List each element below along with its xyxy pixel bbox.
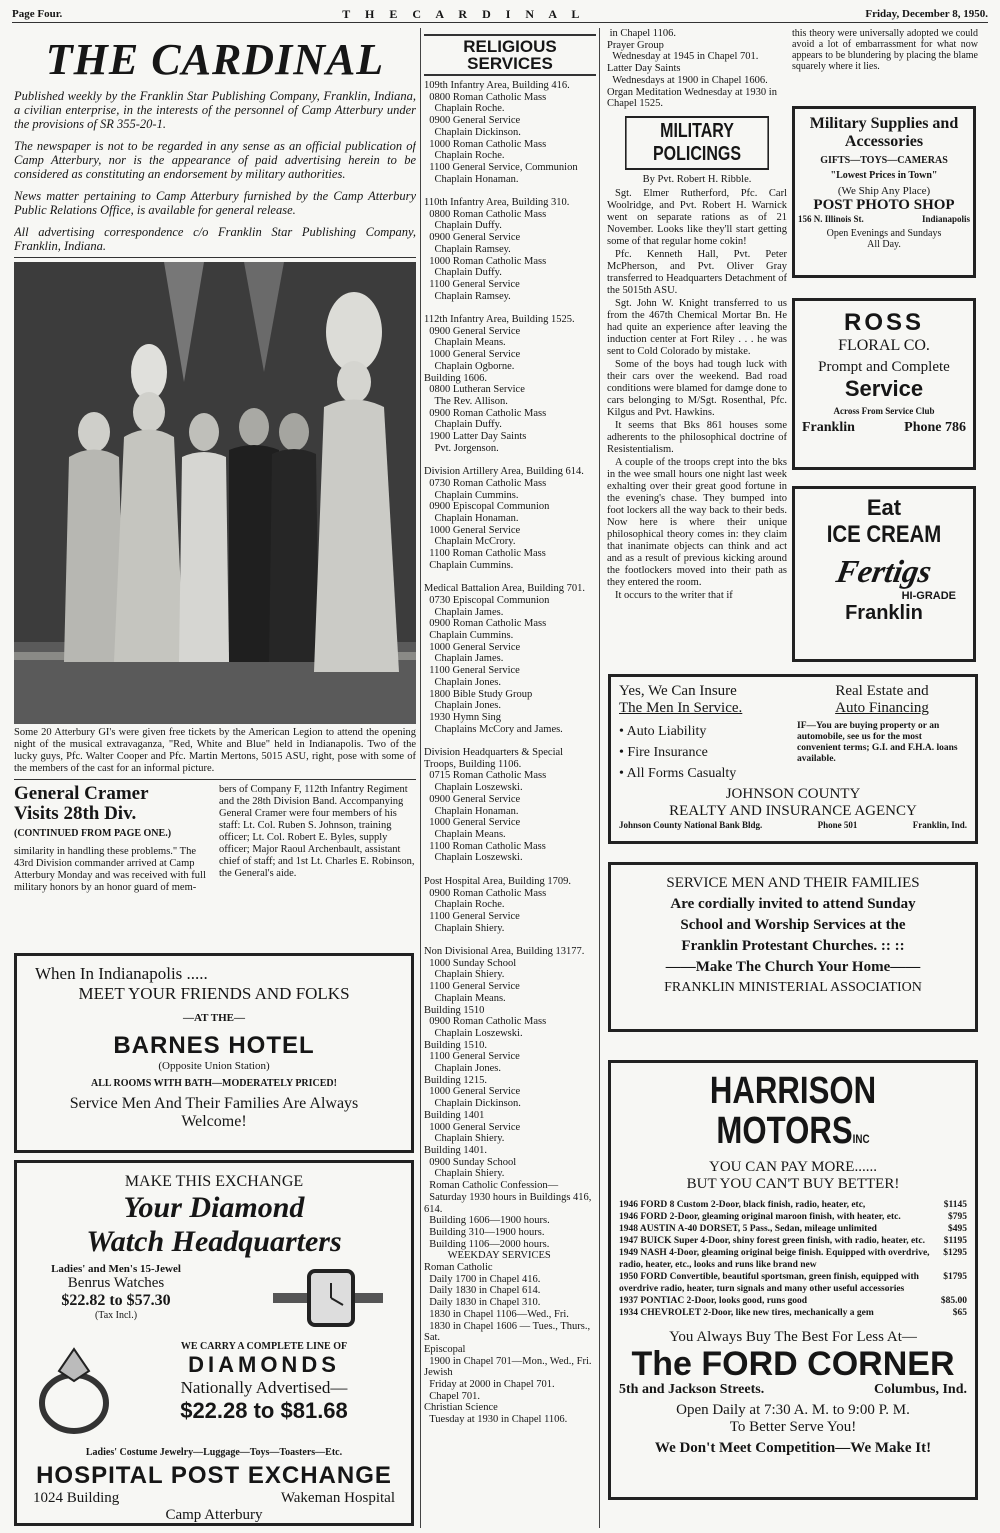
harrison-better: To Better Serve You!: [729, 1419, 857, 1435]
military-policings-title: MILITARY POLICINGS: [625, 116, 769, 170]
exchange-line-11: $22.28 to $81.68: [180, 1398, 348, 1423]
barnes-hotel-name: BARNES HOTEL: [113, 1032, 315, 1059]
photo-shop-name: POST PHOTO SHOP: [813, 197, 955, 213]
masthead-para-4: All advertising correspondence c/o Franklin Star Publishing Company, Franklin, Indiana.: [14, 225, 416, 253]
photo-line-3: GIFTS—TOYS—CAMERAS: [820, 155, 948, 166]
min-line-2: Are cordially invited to attend Sunday: [670, 896, 916, 912]
ross-line-3: Prompt and Complete: [818, 359, 950, 375]
cramer-text-right: bers of Company F, 112th Infantry Regiment and the 28th Division Band. Accompanying General Cramer were four members of his staff: Lt. Col. Ruben S. Johnson, training officer; Lt. Col. Robert E. Byles, supply officer; Major Raoul Archenbault, assistant chief of staff; and 1st Lt. Charles E. Robinson, the General's aide.: [219, 784, 415, 879]
photo-illustration: [14, 262, 416, 724]
ins-footer-3c: Franklin, Ind.: [912, 820, 967, 830]
photo-line-5: (We Ship Any Place): [837, 185, 931, 197]
photo-line-9: All Day.: [867, 239, 901, 250]
johnson-county-insurance-ad: [608, 674, 978, 844]
exchange-line-8: WE CARRY A COMPLETE LINE OF: [180, 1341, 348, 1352]
exchange-line-7: (Tax Incl.): [94, 1310, 138, 1321]
ins-footer-3b: Phone 501: [817, 820, 858, 830]
exchange-line-16: Camp Atterbury: [165, 1507, 263, 1523]
continued-note: (CONTINUED FROM PAGE ONE.): [14, 828, 172, 839]
military-para: Pfc. Kenneth Hall, Pvt. Peter McPherson, and Pvt. Oliver Gray transferred to Headquarters Detachment of the 5015th ASU.: [607, 248, 787, 296]
harrison-city: Columbus, Ind.: [874, 1382, 967, 1397]
barnes-line-3: —AT THE—: [182, 1012, 246, 1024]
harrison-motors-ad: [608, 1060, 978, 1500]
car-row: 1950 FORD Convertible, beautiful sportsman, green finish, equipped with overdrive radio, heater, turn signals and many other useful accessories $1795: [619, 1272, 967, 1294]
ross-line-4: Service: [844, 376, 924, 401]
masthead-para-1: Published weekly by the Franklin Star Publishing Company, Franklin, Indiana, a civilian enterprise, in the interests of the personnel of Camp Atterbury under the provisions of SR 355-20-1.: [14, 89, 416, 131]
page-header: [12, 6, 988, 23]
military-para: A couple of the troops crept into the bks in the wee small hours one night last week exhalting over their great good fortune in the evening's chase. They bumped into foot lockers all the way back to their beds. Now here is where their unique philosophical theory comes in: they claim that inanimate objects can think and act and as a result of previous kicking around the footlockers moved into their path as they entered the room.: [607, 456, 787, 588]
icecream-line-1: Eat: [866, 495, 902, 520]
hospital-exchange-ad: [14, 1160, 414, 1526]
barnes-line-5: (Opposite Union Station): [158, 1060, 270, 1072]
exchange-line-6: $22.82 to $57.30: [61, 1292, 171, 1309]
right-ad-column: [792, 28, 978, 668]
harrison-slogan-1: YOU CAN PAY MORE......: [709, 1159, 877, 1175]
ins-item: • All Forms Casualty: [619, 766, 737, 781]
watch-icon: [273, 1259, 383, 1339]
ross-line-5: Across From Service Club: [833, 406, 935, 416]
ins-footer-1: JOHNSON COUNTY: [725, 786, 861, 802]
cramer-headline-1: General Cramer: [14, 783, 149, 804]
left-column: [14, 28, 416, 1528]
exchange-line-15: Wakeman Hospital: [280, 1490, 395, 1506]
cramer-text-left: similarity in handling these problems." The 43rd Division commander arrived at Camp Atterbury Monday and was received with full military honors by an honor guard of mem-: [14, 846, 206, 893]
fertigs-ice-cream-ad: [792, 486, 976, 662]
barnes-line-6: ALL ROOMS WITH BATH—MODERATELY PRICED!: [91, 1078, 337, 1089]
photo-line-1: Military Supplies and: [809, 115, 959, 132]
religious-services-column: [420, 28, 600, 1528]
ins-line-1: Yes, We Can Insure: [619, 683, 737, 699]
paper-title: T H E C A R D I N A L: [342, 6, 586, 21]
military-para: Sgt. Elmer Rutherford, Pfc. Carl Woolridge, and Pvt. Robert H. Warnick went on separate rations as of 21 November. Looks like they'll start getting some of that regular home cokin!: [607, 187, 787, 247]
car-row: 1946 FORD 2-Door, gleaming original maroon finish, with heater, etc. $795: [619, 1212, 967, 1222]
harrison-title: HARRISON MOTORSINC: [709, 1070, 877, 1152]
ins-right-3: IF—You are buying property or an automobile, see us for the most convenient terms; G.I. and F.H.A. loans available.: [797, 721, 958, 764]
military-para: It seems that Bks 861 houses some adherents to the philosophical doctrine of Resistentialism.: [607, 419, 787, 455]
exchange-diamonds: DIAMONDS: [188, 1352, 340, 1377]
masthead-para-3: News matter pertaining to Camp Atterbury furnished by the Camp Atterbury Public Relations Office, is available for general release.: [14, 189, 416, 217]
religious-services-listing: 109th Infantry Area, Building 416. 0800 Roman Catholic Mass Chaplain Roche. 0900 General Service Chaplain Dickinson. 1000 Roman Catholic Mass Chaplain Roche. 1100 General Service, Communion Chaplain Honaman. 110th Infantry Area, Building 310. 0800 Roman Catholic Mass Chaplain Duffy. 0900 General Service Chaplain Ramsey. 1000 Roman Catholic Mass Chaplain Duffy. 1100 General Service Chaplain Ramsey. 112th Infantry Area, Building 1525. 0900 General Service Chaplain Means. 1000 General Service Chaplain Ogborne. Building 1606. 0800 Lutheran Service The Rev. Allison. 0900 Roman Catholic Mass Chaplain Duffy. 1900 Latter Day Saints Pvt. Jorgenson. Division Artillery Area, Building 614. 0730 Roman Catholic Mass Chaplain Cummins. 0900 Episcopal Communion Chaplain Honaman. 1000 General Service Chaplain McCrory. 1100 Roman Catholic Mass Chaplain Cummins. Medical Battalion Area, Building 701. 0730 Episcopal Communion Chaplain James. 0900 Roman Catholic Mass Chaplain Cummins. 1000 General Service Chaplain James. 1100 General Service Chaplain Jones. 1800 Bible Study Group Chaplain Jones. 1930 Hymn Sing Chaplains McCory and James. Division Headquarters & Special Troops, Building 1106. 0715 Roman Catholic Mass Chaplain Loszewski. 0900 General Service Chaplain Honaman. 1000 General Service Chaplain Means. 1100 Roman Catholic Mass Chaplain Loszewski. Post Hospital Area, Building 1709. 0900 Roman Catholic Mass Chaplain Roche. 1100 General Service Chaplain Shiery. Non Divisional Area, Building 13177. 1000 Sunday School Chaplain Shiery. 1100 General Service Chaplain Means. Building 1510 0900 Roman Catholic Mass Chaplain Loszewski. Building 1510. 1100 General Service Chaplain Jones. Building 1215. 1000 General Service Chaplain Dickinson. Building 1401 1000 General Service Chaplain Shiery. Building 1401. 0900 Sunday School Chaplain Shiery. Roman Catholic Confession— Saturday 1930 hours in Buildings 416, 614. Building 1606—1900 hours. Building 310—1900 hours. Building 1106—2000 hours. WEEKDAY SERVICES Roman Catholic Daily 1700 in Chapel 416. Daily 1830 in Chapel 614. Daily 1830 in Chapel 310. 1830 in Chapel 1106—Wed., Fri. 1830 in Chapel 1606 — Tues., Thurs., Sat. Episcopal 1900 in Chapel 701—Mon., Wed., Fri. Jewish Friday at 2000 in Chapel 701. Chapel 701. Christian Science Tuesday at 1930 in Chapel 1106.: [424, 80, 592, 1426]
exchange-line-12: Ladies' Costume Jewelry—Luggage—Toys—Toasters—Etc.: [85, 1447, 343, 1458]
barnes-line-1: When In Indianapolis .....: [35, 964, 208, 983]
car-row: 1946 FORD 8 Custom 2-Door, black finish, radio, heater, etc, $1145: [619, 1200, 967, 1210]
barnes-hotel-ad: [14, 953, 414, 1153]
icecream-line-5: Franklin: [845, 602, 923, 624]
divider: [14, 257, 416, 258]
diamond-ring-icon: [29, 1341, 119, 1441]
ross-floral-ad: [792, 298, 976, 470]
min-line-3: School and Worship Services at the: [680, 917, 906, 933]
religious-services-title: RELIGIOUS SERVICES: [424, 34, 596, 76]
photo-line-7a: 156 N. Illinois St.: [798, 214, 864, 224]
barnes-line-2: MEET YOUR FRIENDS AND FOLKS: [78, 984, 350, 1003]
exchange-line-5: Benrus Watches: [67, 1275, 165, 1291]
exchange-store-name: HOSPITAL POST EXCHANGE: [36, 1462, 392, 1489]
icecream-line-2: ICE CREAM: [826, 521, 942, 548]
photo-caption: Some 20 Atterbury GI's were given free tickets by the American Legion to attend the opening night of the musical extravaganza, "Red, White and Blue" held in Indianapolis. Two of the lucky guys, Pfc. Walter Cooper and Pfc. Martin Mertons, 5015 ASU, right, pose with some of the members of the cast for an informal picture.: [14, 727, 416, 774]
ins-right-2: Auto Financing: [835, 700, 929, 716]
harrison-hours: Open Daily at 7:30 A. M. to 9:00 P. M.: [676, 1402, 910, 1418]
exchange-line-3: Watch Headquarters: [86, 1225, 342, 1258]
issue-date: Friday, December 8, 1950.: [865, 8, 988, 20]
min-line-4: Franklin Protestant Churches. :: ::: [681, 938, 905, 954]
exchange-line-4: Ladies' and Men's 15-Jewel: [51, 1263, 181, 1275]
harrison-address: 5th and Jackson Streets.: [619, 1382, 765, 1397]
car-row: 1947 BUICK Super 4-Door, shiny forest green finish, with radio, heater, etc. $1195: [619, 1236, 967, 1246]
ins-footer-3a: Johnson County National Bank Bldg.: [619, 820, 763, 830]
exchange-line-2: Your Diamond: [123, 1191, 305, 1224]
ins-footer-2: REALTY AND INSURANCE AGENCY: [669, 803, 917, 819]
harrison-slogan-2: BUT YOU CAN'T BUY BETTER!: [686, 1176, 900, 1192]
icecream-line-4: HI-GRADE: [901, 590, 956, 602]
military-para: It occurs to the writer that if: [615, 589, 733, 601]
ross-line-2: FLORAL CO.: [838, 337, 930, 354]
exchange-line-14: 1024 Building: [33, 1490, 120, 1506]
barnes-line-8: Welcome!: [181, 1113, 247, 1130]
ford-corner-title: The FORD CORNER: [631, 1345, 955, 1383]
military-continued: this theory were universally adopted we could avoid a lot of embarrassment for what now appears to be blundering by placing the blame squarely where it lies.: [792, 28, 978, 72]
exchange-line-10: Nationally Advertised—: [180, 1378, 348, 1397]
post-photo-shop-ad: [792, 106, 976, 278]
ins-item: • Auto Liability: [619, 724, 707, 739]
harrison-meet: We Don't Meet Competition—We Make It!: [654, 1440, 932, 1456]
cramer-article: [14, 784, 416, 894]
military-policings-column: [604, 28, 790, 668]
car-row: 1948 AUSTIN A-40 DORSET, 5 Pass., Sedan, mileage unlimited $495: [619, 1224, 967, 1234]
masthead-title: THE CARDINAL: [45, 35, 385, 84]
divider: [14, 779, 416, 780]
photo-line-8: Open Evenings and Sundays: [826, 228, 942, 239]
ross-line-1: ROSS: [843, 309, 924, 336]
ross-line-6b: Phone 786: [904, 420, 966, 435]
masthead-para-2: The newspaper is not to be regarded in any sense as an official publication of Camp Atterbury, nor is the appearance of paid advertising herein to be considered as constituting an endorsement by military authorities.: [14, 139, 416, 181]
ross-line-6a: Franklin: [802, 420, 855, 435]
harrison-best: You Always Buy The Best For Less At—: [669, 1329, 917, 1345]
icecream-brand: Fertigs: [833, 553, 935, 589]
military-policings-body: [607, 188, 787, 602]
min-line-6: FRANKLIN MINISTERIAL ASSOCIATION: [664, 980, 922, 995]
car-row: 1949 NASH 4-Door, gleaming original beige finish. Equipped with overdrive, radio, heater, etc., looks and runs like brand new $1295: [619, 1248, 967, 1270]
min-line-5: ——Make The Church Your Home——: [665, 959, 921, 975]
ministerial-association-ad: [608, 862, 978, 1032]
cast-photo: [14, 262, 416, 724]
photo-line-2: Accessories: [844, 133, 924, 150]
military-para: Sgt. John W. Knight transferred to us from the 467th Chemical Mortar Bn. He had quite an experience after leaving the induction center at Fort Riley . . . he was sent to Cold Colorado by mistake.: [607, 297, 787, 357]
cramer-headline-2: Visits 28th Div.: [14, 803, 137, 824]
ins-item: • Fire Insurance: [619, 745, 708, 760]
exchange-line-1: MAKE THIS EXCHANGE: [124, 1173, 304, 1190]
min-line-1: SERVICE MEN AND THEIR FAMILIES: [666, 875, 920, 891]
photo-line-4: "Lowest Prices in Town": [830, 170, 938, 181]
ins-right-1: Real Estate and: [835, 683, 929, 699]
car-row: 1937 PONTIAC 2-Door, looks good, runs good $85.00: [619, 1296, 967, 1306]
barnes-line-7: Service Men And Their Families Are Always: [69, 1095, 359, 1112]
car-list: [619, 1199, 967, 1319]
services-continued: in Chapel 1106. Prayer Group Wednesday at 1945 in Chapel 701. Latter Day Saints Wednesdays at 1900 in Chapel 1606. Organ Meditation Wednesday at 1930 in Chapel 1525.: [607, 28, 777, 110]
page-number: Page Four.: [12, 8, 63, 20]
ins-line-2: The Men In Service.: [619, 700, 743, 716]
military-para: Some of the boys had tough luck with their cars over the weekend. Bad road conditions were blamed for damge done to cars belonging to M/Sgt. Rosenthal, Pfc. Kilgus and Pvt. Hawkins.: [607, 358, 787, 418]
photo-line-7b: Indianapolis: [921, 214, 970, 224]
military-byline: By Pvt. Robert H. Ribble.: [642, 173, 752, 185]
car-row: 1934 CHEVROLET 2-Door, like new tires, mechanically a gem $65: [619, 1308, 967, 1318]
